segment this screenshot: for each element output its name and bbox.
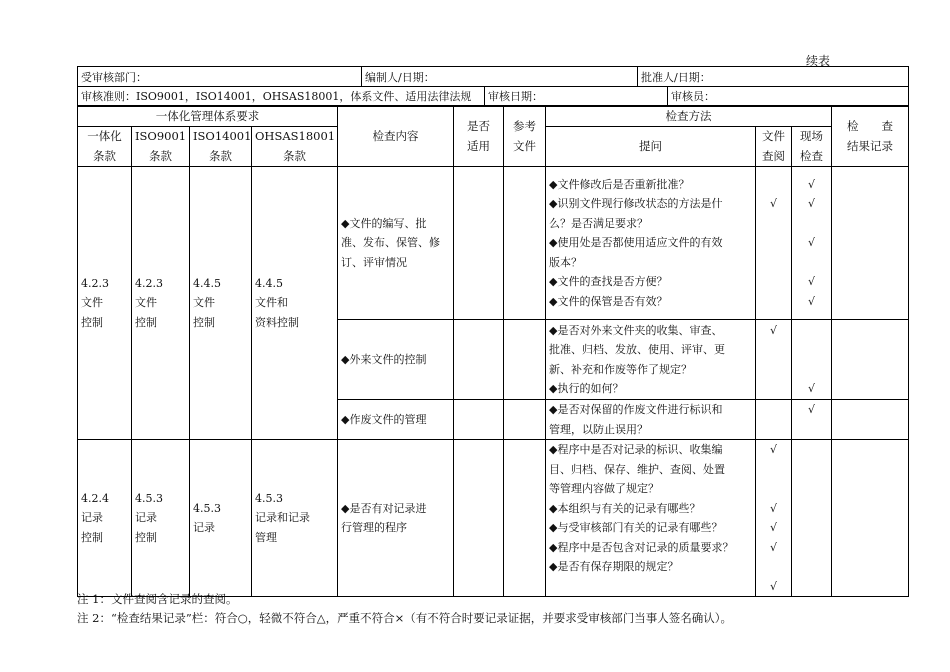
check-mark bbox=[759, 214, 788, 234]
question-line: ◆程序中是否包含对记录的质量要求？ bbox=[549, 540, 734, 554]
ohsas-clause-cell bbox=[252, 167, 338, 440]
iso9001-clause-header: ISO9001 条款 bbox=[132, 127, 190, 167]
cell-line: 文件 bbox=[193, 296, 215, 310]
check-mark bbox=[759, 292, 788, 312]
cell-line: 文件 bbox=[81, 296, 103, 310]
site-check-header: 现场 检查 bbox=[792, 127, 832, 167]
check-mark: √ bbox=[808, 275, 816, 289]
check-mark bbox=[795, 557, 828, 577]
check-mark bbox=[759, 420, 788, 440]
check-content-cell bbox=[338, 167, 454, 320]
check-mark bbox=[759, 460, 788, 480]
check-mark bbox=[795, 577, 828, 597]
check-mark bbox=[759, 360, 788, 380]
checklist-body bbox=[78, 167, 909, 597]
check-mark: √ bbox=[808, 197, 816, 211]
cell-line: 控制 bbox=[81, 530, 103, 544]
iso14001-clause-header: ISO14001 条款 bbox=[190, 127, 252, 167]
cell-line: 4.5.3 bbox=[255, 491, 283, 505]
reference-cell[interactable] bbox=[504, 167, 546, 320]
reference-cell[interactable] bbox=[504, 440, 546, 597]
check-mark bbox=[795, 460, 828, 480]
check-mark bbox=[795, 479, 828, 499]
cell-line: 4.4.5 bbox=[193, 276, 221, 290]
check-mark bbox=[759, 175, 788, 195]
method-header: 检查方法 bbox=[546, 107, 832, 127]
doc-review-header: 文件 查阅 bbox=[756, 127, 792, 167]
iso14001-clause-cell bbox=[190, 440, 252, 597]
checklist-table bbox=[77, 106, 909, 597]
ohsas-clause-header: OHSAS18001 条款 bbox=[252, 127, 338, 167]
question-line: 新、补充和作废等作了规定？ bbox=[549, 362, 692, 376]
question-line: ◆文件的保管是否有效？ bbox=[549, 294, 668, 308]
doc-review-cell bbox=[756, 440, 792, 597]
question-line: ◆程序中是否对记录的标识、收集编 bbox=[549, 443, 723, 456]
check-mark bbox=[795, 518, 828, 538]
check-mark: √ bbox=[769, 579, 777, 593]
cell-line: 准、发布、保管、修 bbox=[341, 236, 440, 250]
audited-dept-field: 受审核部门： bbox=[78, 67, 362, 87]
cell-line: 控制 bbox=[135, 530, 157, 544]
cell-line: 文件和 bbox=[255, 296, 288, 310]
applicable-cell[interactable] bbox=[454, 400, 504, 440]
cell-line: ◆外来文件的控制 bbox=[341, 352, 427, 366]
cell-line: 记录和记录 bbox=[255, 511, 310, 525]
reference-cell[interactable] bbox=[504, 400, 546, 440]
check-mark: √ bbox=[808, 236, 816, 250]
check-mark bbox=[795, 214, 828, 234]
cell-line: 4.2.4 bbox=[81, 491, 109, 505]
check-mark: √ bbox=[769, 443, 777, 456]
question-line: 等管理内容做了规定？ bbox=[549, 482, 659, 495]
continued-label: 续表 bbox=[806, 54, 831, 68]
check-mark bbox=[795, 440, 828, 460]
question-line: ◆执行的如何？ bbox=[549, 382, 624, 395]
check-mark bbox=[759, 557, 788, 577]
reference-header: 参考 文件 bbox=[504, 107, 546, 167]
check-content-cell bbox=[338, 440, 454, 597]
ohsas-clause-cell bbox=[252, 440, 338, 597]
check-mark: √ bbox=[769, 197, 777, 211]
notes bbox=[77, 590, 732, 628]
result-record-cell[interactable] bbox=[832, 167, 909, 320]
result-record-cell[interactable] bbox=[832, 440, 909, 597]
audit-date-field: 审核日期： bbox=[485, 86, 668, 106]
check-mark: √ bbox=[769, 521, 777, 534]
check-mark bbox=[759, 253, 788, 273]
integ-clause-header: 一体化 条款 bbox=[78, 127, 132, 167]
reference-cell[interactable] bbox=[504, 320, 546, 400]
cell-line: 控制 bbox=[81, 315, 103, 329]
doc-review-cell bbox=[756, 167, 792, 320]
question-cell bbox=[546, 320, 756, 400]
result-record-cell[interactable] bbox=[832, 320, 909, 400]
cell-line: 4.4.5 bbox=[255, 276, 283, 290]
integ-clause-cell bbox=[78, 440, 132, 597]
check-mark: √ bbox=[769, 540, 777, 554]
header-row-1 bbox=[77, 66, 909, 87]
approver-date-field: 批准人/日期： bbox=[638, 67, 909, 87]
check-mark bbox=[795, 420, 828, 440]
question-line: ◆与受审核部门有关的记录有哪些？ bbox=[549, 521, 723, 534]
cell-line: 4.2.3 bbox=[81, 276, 109, 290]
check-mark bbox=[759, 272, 788, 292]
cell-line: 4.5.3 bbox=[193, 501, 221, 515]
cell-line: 行管理的程序 bbox=[341, 521, 407, 534]
cell-line: 4.2.3 bbox=[135, 276, 163, 290]
check-mark: √ bbox=[808, 294, 816, 308]
table-row bbox=[78, 167, 909, 320]
question-line: 版本？ bbox=[549, 255, 582, 269]
check-mark: √ bbox=[808, 382, 816, 395]
question-cell bbox=[546, 167, 756, 320]
check-mark: √ bbox=[808, 403, 816, 416]
question-line: 管理，以防止误用？ bbox=[549, 422, 648, 436]
cell-line: 记录 bbox=[193, 521, 215, 534]
auditor-field: 审核员： bbox=[668, 86, 909, 106]
question-line: ◆本组织与有关的记录有哪些？ bbox=[549, 501, 701, 515]
note-2: 注 2：“检查结果记录”栏：符合○，轻微不符合△，严重不符合×（有不符合时要记录证据，并要求受审核部门当事人签名确认）。 bbox=[77, 611, 732, 625]
site-check-cell bbox=[792, 320, 832, 400]
cell-line: 控制 bbox=[135, 315, 157, 329]
applicable-cell[interactable] bbox=[454, 167, 504, 320]
check-mark bbox=[795, 253, 828, 273]
applicable-header: 是否 适用 bbox=[454, 107, 504, 167]
check-content-cell bbox=[338, 320, 454, 400]
result-record-cell[interactable] bbox=[832, 400, 909, 440]
cell-line: 文件 bbox=[135, 296, 157, 310]
check-mark bbox=[795, 538, 828, 558]
integ-clause-cell bbox=[78, 167, 132, 440]
cell-line: 订、评审情况 bbox=[341, 255, 407, 269]
check-content-cell bbox=[338, 400, 454, 440]
check-mark bbox=[795, 360, 828, 380]
question-cell bbox=[546, 440, 756, 597]
note-1: 注 1：文件查阅含记录的查阅。 bbox=[77, 592, 238, 606]
applicable-cell[interactable] bbox=[454, 440, 504, 597]
audit-criteria-field: 审核准则：ISO9001，ISO14001，OHSAS18001，体系文件、适用法律法规 bbox=[78, 86, 485, 106]
iso14001-clause-cell bbox=[190, 167, 252, 440]
check-mark: √ bbox=[808, 177, 816, 191]
cell-line: 控制 bbox=[193, 315, 215, 329]
iso9001-clause-cell bbox=[132, 440, 190, 597]
question-line: ◆文件修改后是否重新批准？ bbox=[549, 177, 690, 191]
question-line: ◆是否有保存期限的规定？ bbox=[549, 560, 679, 573]
cell-line: 记录 bbox=[135, 511, 157, 525]
header-row-2 bbox=[77, 86, 909, 106]
question-line: ◆是否对保留的作废文件进行标识和 bbox=[549, 403, 723, 416]
site-check-cell bbox=[792, 440, 832, 597]
check-mark bbox=[759, 379, 788, 399]
check-mark bbox=[759, 479, 788, 499]
check-mark: √ bbox=[769, 323, 777, 337]
iso9001-clause-cell bbox=[132, 167, 190, 440]
cell-line: 资料控制 bbox=[255, 315, 299, 329]
question-line: 目、归档、保存、维护、查阅、处置 bbox=[549, 462, 725, 476]
check-mark bbox=[759, 340, 788, 360]
cell-line: 管理 bbox=[255, 530, 277, 544]
cell-line: 4.5.3 bbox=[135, 491, 163, 505]
check-mark bbox=[759, 400, 788, 420]
question-line: 么？是否满足要求？ bbox=[549, 216, 648, 230]
question-header: 提问 bbox=[546, 127, 756, 167]
result-header: 检 查 结果记录 bbox=[832, 107, 909, 167]
question-line: ◆使用处是否都使用适应文件的有效 bbox=[549, 236, 723, 250]
applicable-cell[interactable] bbox=[454, 320, 504, 400]
question-line: ◆是否对外来文件夹的收集、审查、 bbox=[549, 323, 723, 337]
check-mark bbox=[795, 499, 828, 519]
question-line: 批准、归档、发放、使用、评审、更 bbox=[549, 343, 725, 356]
question-line: ◆识别文件现行修改状态的方法是什 bbox=[549, 197, 723, 211]
cell-line: ◆作废文件的管理 bbox=[341, 412, 427, 426]
system-requirements-header: 一体化管理体系要求 bbox=[78, 107, 338, 127]
table-row bbox=[78, 440, 909, 597]
site-check-cell bbox=[792, 400, 832, 440]
doc-review-cell bbox=[756, 400, 792, 440]
cell-line: 记录 bbox=[81, 511, 103, 525]
check-mark bbox=[795, 321, 828, 341]
compiler-date-field: 编制人/日期： bbox=[362, 67, 638, 87]
question-cell bbox=[546, 400, 756, 440]
question-line: ◆文件的查找是否方便？ bbox=[549, 275, 668, 289]
check-mark: √ bbox=[769, 501, 777, 515]
site-check-cell bbox=[792, 167, 832, 320]
doc-review-cell bbox=[756, 320, 792, 400]
cell-line: ◆是否有对记录进 bbox=[341, 501, 427, 515]
content-header: 检查内容 bbox=[338, 107, 454, 167]
cell-line: ◆文件的编写、批 bbox=[341, 216, 427, 230]
check-mark bbox=[759, 233, 788, 253]
check-mark bbox=[795, 340, 828, 360]
